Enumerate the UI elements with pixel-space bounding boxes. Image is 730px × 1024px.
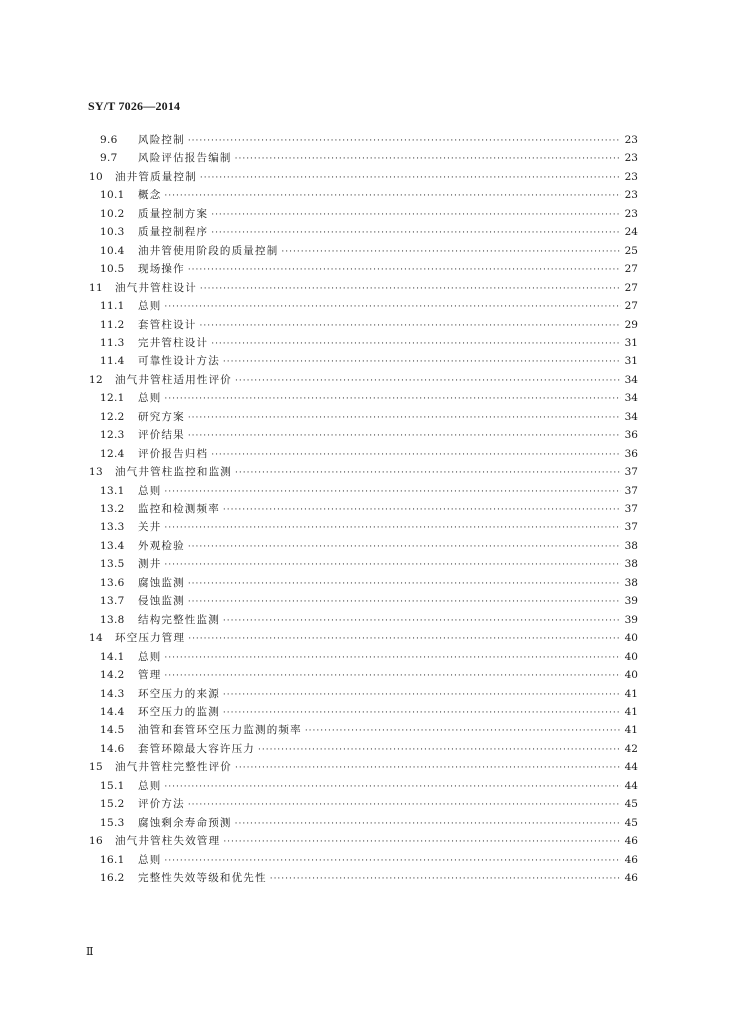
toc-entry-title: 套管柱设计 (138, 318, 197, 331)
toc-leader-dots (164, 669, 621, 683)
toc-entry-title: 油气井管柱监控和监测 (115, 466, 232, 479)
toc-leader-dots (188, 595, 621, 609)
document-code: SY/T 7026—2014 (88, 99, 181, 113)
toc-entry-title: 环空压力的来源 (138, 687, 220, 700)
toc-section-entry[interactable] (100, 299, 638, 314)
toc-entry-number: 12.3 (100, 429, 125, 442)
toc-chapter-entry[interactable] (89, 631, 638, 646)
toc-section-entry[interactable] (100, 502, 638, 517)
toc-section-entry[interactable] (100, 816, 638, 831)
toc-leader-dots (223, 614, 621, 628)
toc-entry-number: 14.5 (100, 724, 125, 737)
toc-entry-title: 侵蚀监测 (138, 595, 185, 608)
toc-entry-title: 腐蚀监测 (138, 576, 185, 589)
toc-leader-dots (235, 761, 621, 775)
toc-entry-title: 总则 (138, 853, 162, 866)
toc-entry-title: 管理 (138, 669, 162, 682)
toc-entry-page: 23 (624, 207, 638, 220)
toc-entry-page: 46 (624, 872, 638, 884)
toc-entry-number: 13.6 (100, 576, 125, 589)
toc-chapter-entry[interactable] (89, 170, 638, 185)
toc-leader-dots (188, 429, 621, 443)
toc-entry-title: 质量控制程序 (138, 226, 209, 239)
toc-section-entry[interactable] (100, 151, 638, 166)
toc-entry-page: 46 (624, 835, 638, 848)
toc-entry-title: 油井管质量控制 (115, 170, 197, 183)
toc-entry-title: 总则 (138, 779, 162, 792)
toc-entry-title: 腐蚀剩余寿命预测 (138, 816, 232, 829)
toc-entry-page: 23 (624, 134, 638, 146)
toc-entry-page: 34 (624, 410, 638, 423)
toc-entry-page: 27 (624, 281, 638, 294)
toc-leader-dots (188, 632, 621, 646)
toc-chapter-entry[interactable] (89, 373, 638, 388)
toc-entry-number: 16 (89, 835, 103, 848)
toc-entry-number: 13.3 (100, 521, 125, 534)
toc-section-entry[interactable] (100, 318, 638, 333)
toc-entry-title: 测井 (138, 558, 162, 571)
toc-section-entry[interactable] (100, 650, 638, 665)
toc-entry-number: 11 (89, 281, 103, 294)
toc-entry-number: 11.3 (100, 336, 125, 349)
toc-entry-page: 27 (624, 300, 638, 313)
toc-entry-number: 15.3 (100, 816, 125, 829)
toc-entry-number: 14.2 (100, 669, 125, 682)
toc-section-entry[interactable] (100, 410, 638, 425)
toc-entry-number: 10.4 (100, 244, 125, 257)
toc-section-entry[interactable] (100, 520, 638, 535)
toc-entry-page: 40 (624, 632, 638, 645)
toc-leader-dots (164, 392, 621, 406)
toc-entry-title: 评价结果 (138, 429, 185, 442)
toc-entry-page: 37 (624, 484, 638, 497)
toc-entry-title: 环空压力管理 (115, 632, 186, 645)
toc-entry-title: 总则 (138, 300, 162, 313)
toc-section-entry[interactable] (100, 244, 638, 259)
toc-entry-number: 10.1 (100, 189, 125, 202)
toc-section-entry[interactable] (100, 188, 638, 203)
toc-leader-dots (164, 189, 621, 203)
toc-entry-number: 13.5 (100, 558, 125, 571)
toc-entry-title: 油气井管柱设计 (115, 281, 197, 294)
toc-entry-page: 34 (624, 392, 638, 405)
toc-entry-title: 油气井管柱失效管理 (115, 835, 221, 848)
toc-section-entry[interactable] (100, 871, 638, 886)
toc-entry-number: 10.3 (100, 226, 125, 239)
toc-entry-title: 套管环隙最大容许压力 (138, 742, 255, 755)
toc-section-entry[interactable] (100, 742, 638, 757)
toc-leader-dots (223, 355, 621, 369)
toc-leader-dots (188, 134, 621, 148)
toc-entry-number: 12 (89, 373, 103, 386)
toc-entry-page: 37 (624, 466, 638, 479)
toc-entry-page: 40 (624, 650, 638, 663)
toc-section-entry[interactable] (100, 557, 638, 572)
toc-entry-title: 油气井管柱完整性评价 (115, 761, 232, 774)
toc-leader-dots (258, 743, 621, 757)
toc-section-entry[interactable] (100, 133, 638, 148)
toc-leader-dots (211, 226, 621, 240)
toc-section-entry[interactable] (100, 225, 638, 240)
toc-leader-dots (164, 485, 621, 499)
toc-section-entry[interactable] (100, 797, 638, 812)
toc-entry-title: 环空压力的监测 (138, 705, 220, 718)
toc-entry-page: 42 (624, 742, 638, 755)
toc-entry-number: 14.4 (100, 705, 125, 718)
toc-entry-title: 可靠性设计方法 (138, 355, 220, 368)
toc-entry-page: 45 (624, 798, 638, 811)
toc-section-entry[interactable] (100, 428, 638, 443)
toc-leader-dots (235, 817, 621, 831)
toc-entry-number: 12.2 (100, 410, 125, 423)
toc-entry-title: 概念 (138, 189, 162, 202)
toc-entry-number: 11.4 (100, 355, 125, 368)
toc-section-entry[interactable] (100, 354, 638, 369)
toc-entry-page: 29 (624, 318, 638, 331)
toc-section-entry[interactable] (100, 853, 638, 868)
toc-entry-number: 13.2 (100, 503, 125, 515)
toc-leader-dots (305, 724, 621, 738)
toc-entry-number: 15 (89, 761, 103, 774)
toc-leader-dots (164, 300, 621, 314)
toc-leader-dots (200, 171, 621, 185)
toc-leader-dots (164, 521, 621, 535)
toc-leader-dots (211, 208, 621, 222)
toc-leader-dots (235, 152, 621, 166)
toc-entry-number: 13.4 (100, 539, 125, 552)
toc-entry-page: 45 (624, 816, 638, 829)
toc-entry-number: 14 (89, 632, 103, 645)
toc-entry-page: 25 (624, 244, 638, 257)
toc-entry-title: 质量控制方案 (138, 207, 209, 220)
toc-leader-dots (235, 374, 621, 388)
toc-entry-number: 12.1 (100, 392, 125, 405)
toc-leader-dots (235, 466, 621, 480)
toc-leader-dots (188, 540, 621, 554)
toc-entry-page: 40 (624, 669, 638, 682)
toc-entry-title: 完井管柱设计 (138, 336, 209, 349)
toc-entry-page: 44 (624, 779, 638, 792)
toc-entry-number: 16.2 (100, 872, 125, 884)
toc-section-entry[interactable] (100, 687, 638, 702)
toc-entry-title: 风险评估报告编制 (138, 152, 232, 165)
toc-leader-dots (281, 245, 621, 259)
toc-leader-dots (188, 798, 621, 812)
toc-chapter-entry[interactable] (89, 760, 638, 775)
toc-leader-dots (164, 780, 621, 794)
toc-section-entry[interactable] (100, 705, 638, 720)
toc-leader-dots (270, 872, 621, 886)
toc-entry-title: 外观检验 (138, 539, 185, 552)
toc-entry-number: 10 (89, 170, 103, 183)
toc-leader-dots (211, 337, 621, 351)
toc-leader-dots (200, 319, 622, 333)
toc-entry-page: 34 (624, 373, 638, 386)
toc-entry-page: 23 (624, 170, 638, 183)
toc-leader-dots (223, 706, 621, 720)
toc-entry-title: 评价方法 (138, 798, 185, 811)
toc-leader-dots (188, 411, 621, 425)
toc-entry-title: 油气井管柱适用性评价 (115, 373, 232, 386)
toc-chapter-entry[interactable] (89, 834, 638, 849)
toc-entry-page: 24 (624, 226, 638, 239)
toc-entry-title: 总则 (138, 392, 162, 405)
toc-entry-number: 15.1 (100, 779, 125, 792)
toc-chapter-entry[interactable] (89, 281, 638, 296)
toc-chapter-entry[interactable] (89, 465, 638, 480)
toc-entry-number: 10.2 (100, 207, 125, 220)
toc-leader-dots (223, 688, 621, 702)
toc-entry-page: 41 (624, 687, 638, 700)
toc-section-entry[interactable] (100, 539, 638, 554)
toc-entry-number: 13.1 (100, 484, 125, 497)
toc-section-entry[interactable] (100, 779, 638, 794)
toc-section-entry[interactable] (100, 576, 638, 591)
toc-section-entry[interactable] (100, 207, 638, 222)
toc-entry-page: 38 (624, 576, 638, 589)
toc-section-entry[interactable] (100, 594, 638, 609)
toc-entry-title: 总则 (138, 650, 162, 663)
toc-entry-page: 38 (624, 539, 638, 552)
toc-entry-number: 10.5 (100, 263, 125, 276)
toc-entry-number: 14.1 (100, 650, 125, 663)
toc-entry-title: 监控和检测频率 (138, 503, 220, 515)
toc-entry-title: 关井 (138, 521, 162, 534)
toc-leader-dots (200, 282, 621, 296)
toc-entry-page: 39 (624, 613, 638, 626)
toc-entry-title: 现场操作 (138, 263, 185, 276)
toc-leader-dots (211, 448, 621, 462)
toc-leader-dots (223, 503, 621, 517)
toc-entry-title: 评价报告归档 (138, 447, 209, 460)
toc-entry-number: 16.1 (100, 853, 125, 866)
toc-entry-page: 44 (624, 761, 638, 774)
toc-section-entry[interactable] (100, 613, 638, 628)
toc-entry-title: 完整性失效等级和优先性 (138, 872, 267, 884)
toc-entry-page: 41 (624, 705, 638, 718)
toc-entry-page: 37 (624, 521, 638, 534)
toc-leader-dots (223, 835, 621, 849)
toc-entry-page: 41 (624, 724, 638, 737)
page-number: Ⅱ (86, 946, 94, 958)
toc-leader-dots (164, 854, 621, 868)
toc-section-entry[interactable] (100, 484, 638, 499)
toc-entry-page: 36 (624, 429, 638, 442)
toc-entry-page: 36 (624, 447, 638, 460)
toc-entry-title: 研究方案 (138, 410, 185, 423)
toc-section-entry[interactable] (100, 336, 638, 351)
toc-section-entry[interactable] (100, 723, 638, 738)
toc-entry-title: 风险控制 (138, 134, 185, 146)
toc-leader-dots (188, 577, 621, 591)
toc-entry-number: 15.2 (100, 798, 125, 811)
toc-entry-title: 总则 (138, 484, 162, 497)
toc-entry-number: 11.2 (100, 318, 125, 331)
toc-entry-page: 38 (624, 558, 638, 571)
toc-entry-number: 14.3 (100, 687, 125, 700)
toc-entry-number: 12.4 (100, 447, 125, 460)
toc-entry-number: 14.6 (100, 742, 125, 755)
toc-entry-page: 31 (624, 336, 638, 349)
toc-entry-page: 37 (624, 503, 638, 515)
toc-entry-page: 31 (624, 355, 638, 368)
toc-entry-page: 46 (624, 853, 638, 866)
toc-entry-title: 油井管使用阶段的质量控制 (138, 244, 279, 257)
toc-entry-number: 13.7 (100, 595, 125, 608)
toc-entry-page: 39 (624, 595, 638, 608)
toc-entry-number: 9.6 (100, 134, 118, 146)
toc-entry-page: 27 (624, 263, 638, 276)
toc-entry-page: 23 (624, 152, 638, 165)
toc-entry-number: 11.1 (100, 300, 125, 313)
toc-entry-title: 油管和套管环空压力监测的频率 (138, 724, 302, 737)
toc-entry-number: 9.7 (100, 152, 118, 165)
toc-entry-number: 13 (89, 466, 103, 479)
toc-leader-dots (188, 263, 621, 277)
toc-entry-title: 结构完整性监测 (138, 613, 220, 626)
toc-section-entry[interactable] (100, 447, 638, 462)
toc-section-entry[interactable] (100, 668, 638, 683)
toc-entry-number: 13.8 (100, 613, 125, 626)
toc-leader-dots (164, 651, 621, 665)
toc-section-entry[interactable] (100, 262, 638, 277)
toc-leader-dots (164, 558, 621, 572)
toc-section-entry[interactable] (100, 391, 638, 406)
toc-entry-page: 23 (624, 189, 638, 202)
